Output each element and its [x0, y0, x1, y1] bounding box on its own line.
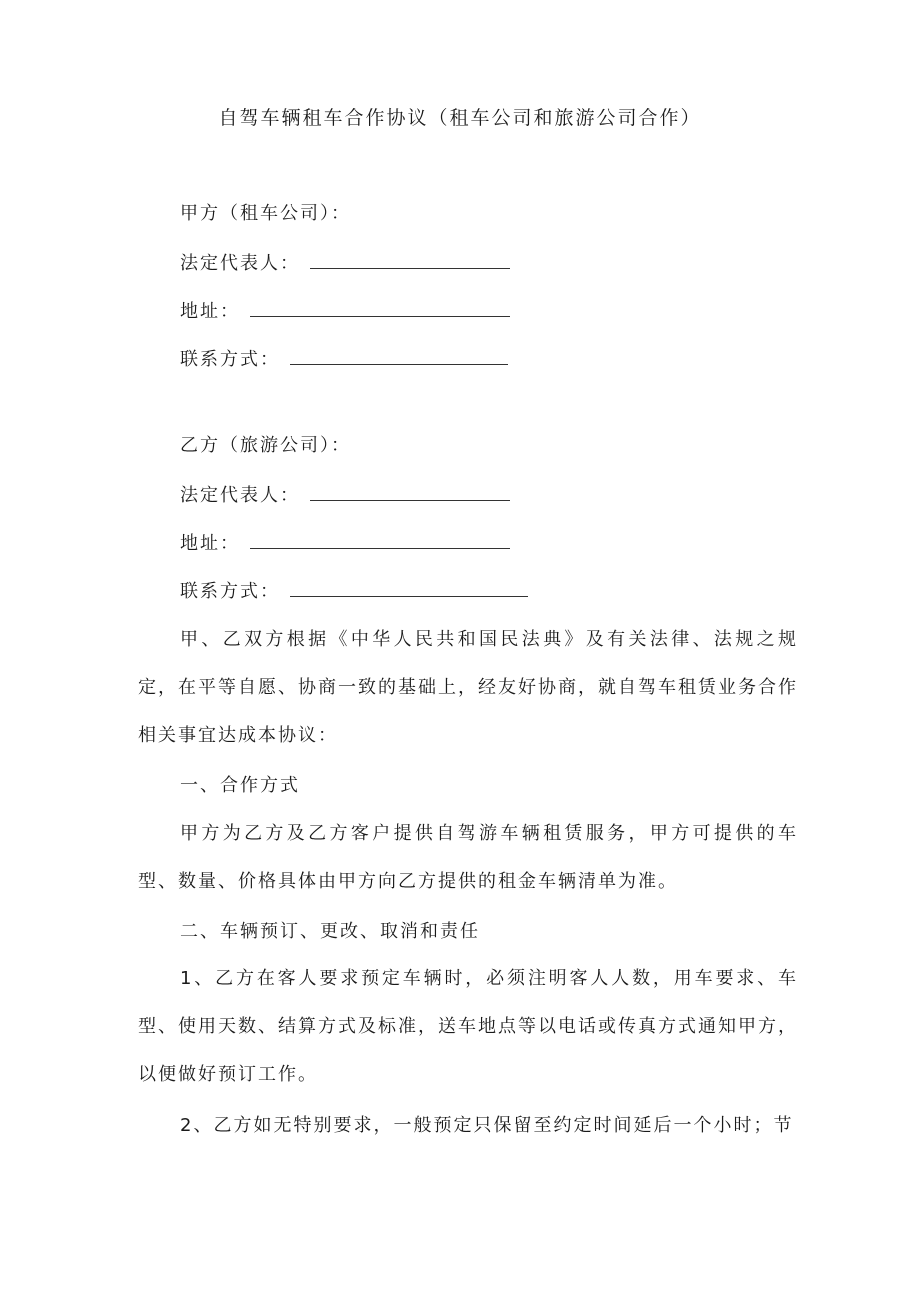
party-b-addr-row	[180, 530, 510, 558]
party-a-contact-row	[180, 346, 508, 374]
party-b-contact-blank	[290, 578, 528, 597]
party-b-heading: 乙方（旅游公司）：	[180, 435, 351, 456]
party-a-rep-label: 法定代表人：	[180, 253, 300, 274]
section2-heading: 二、车辆预订、更改、取消和责任	[180, 921, 480, 942]
party-b-rep-label: 法定代表人：	[180, 485, 300, 506]
preamble-paragraph: 甲、乙双方根据《中华人民共和国民法典》及有关法律、法规之规定，在平等自愿、协商一致的基础上，经友好协商，就自驾车租赁业务合作相关事宜达成本协议：	[138, 629, 798, 746]
party-b-rep-blank	[310, 482, 510, 501]
document-title: 自驾车辆租车合作协议（租车公司和旅游公司合作）	[218, 107, 702, 129]
party-b-contact-label: 联系方式：	[180, 581, 280, 602]
party-b-addr-label: 地址：	[180, 533, 240, 554]
party-a-contact-label: 联系方式：	[180, 349, 280, 370]
party-a-addr-row	[180, 298, 510, 326]
party-a-rep-blank	[310, 250, 510, 269]
clause-1-paragraph: 1、乙方在客人要求预定车辆时，必须注明客人人数，用车要求、车型、使用天数、结算方式及标准，送车地点等以电话或传真方式通知甲方，以便做好预订工作。	[138, 968, 798, 1085]
party-a-heading: 甲方（租车公司）：	[180, 203, 351, 224]
party-a-rep-row	[180, 250, 510, 278]
party-b-rep-row	[180, 482, 510, 510]
section1-paragraph: 甲方为乙方及乙方客户提供自驾游车辆租赁服务，甲方可提供的车型、数量、价格具体由甲方向乙方提供的租金车辆清单为准。	[138, 823, 798, 892]
party-b-addr-blank	[250, 530, 510, 549]
section1-heading: 一、合作方式	[180, 775, 300, 796]
party-b-contact-row	[180, 578, 528, 606]
party-a-addr-label: 地址：	[180, 301, 240, 322]
clause-2-paragraph: 2、乙方如无特别要求，一般预定只保留至约定时间延后一个小时；节	[180, 1115, 794, 1136]
party-a-addr-blank	[250, 298, 510, 317]
party-a-contact-blank	[290, 346, 508, 365]
